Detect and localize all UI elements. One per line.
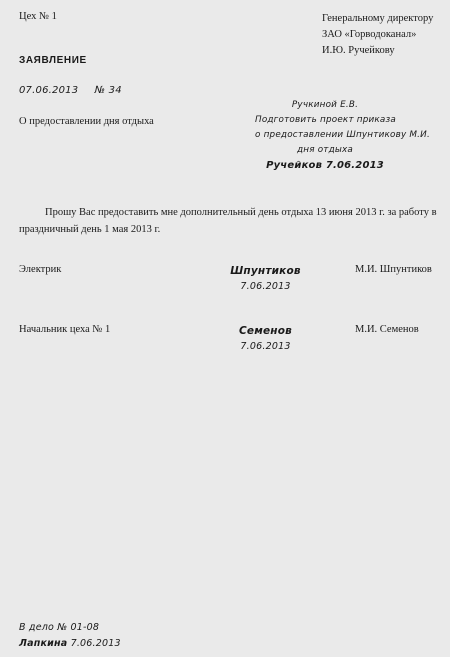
resolution-line: Ручкиной Е.В.: [291, 100, 359, 110]
footer-date: 7.06.2013: [70, 638, 121, 649]
document-date: 07.06.2013: [19, 85, 79, 96]
file-note: В дело № 01-08: [19, 622, 100, 633]
resolution-line: Подготовить проект приказа: [255, 115, 396, 125]
footer-note: [19, 620, 121, 652]
addressee-block: [322, 11, 433, 59]
document-number: № 34: [94, 85, 122, 96]
signer-signature-block: [228, 323, 303, 355]
signer-signature-block: [228, 263, 303, 295]
addressee-line: Генеральному директору: [322, 13, 434, 24]
resolution-line: о предоставлении Шпунтикову М.И.: [255, 130, 430, 140]
signature-date: 7.06.2013: [240, 281, 291, 292]
document-title: ЗАЯВЛЕНИЕ: [19, 55, 87, 66]
signer-position: Электрик: [19, 264, 62, 275]
body-text: Прошу Вас предоставить мне дополнительный день отдыха 13 июня 2013 г. за работу в праздничный день 1 мая 2013 г.: [19, 207, 437, 235]
signer-name: М.И. Шпунтиков: [355, 264, 432, 275]
handwritten-signature: Шпунтиков: [230, 265, 301, 277]
resolution-block: [255, 98, 430, 173]
resolution-line: дня отдыха: [296, 145, 354, 155]
footer-signature: Лапкина: [19, 638, 68, 649]
signer-position: Начальник цеха № 1: [19, 324, 111, 335]
signer-name: М.И. Семенов: [355, 324, 419, 335]
document-subject: О предоставлении дня отдыха: [19, 116, 154, 127]
workshop-label: Цех № 1: [19, 11, 57, 22]
footer-signature-line: [19, 636, 121, 652]
addressee-line: ЗАО «Горводоканал»: [322, 29, 417, 40]
addressee-line: И.Ю. Ручейкову: [322, 45, 395, 56]
signature-date: 7.06.2013: [240, 341, 291, 352]
resolution-signature: Ручейков 7.06.2013: [266, 160, 384, 171]
handwritten-signature: Семенов: [238, 325, 293, 337]
date-number-line: [19, 85, 122, 96]
